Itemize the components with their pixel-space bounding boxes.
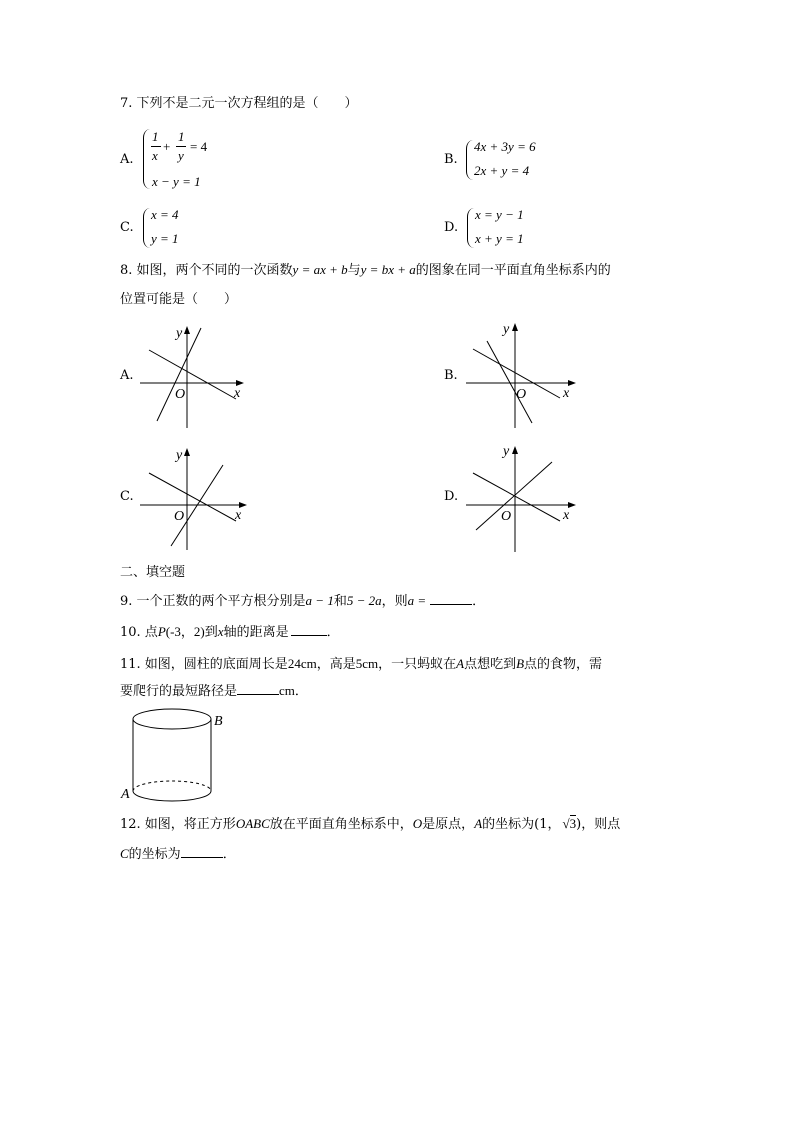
q7-a-eq2: x − y = 1 xyxy=(152,174,201,189)
q8-c-y-label: y xyxy=(176,448,183,463)
q8-option-d-label: D. xyxy=(444,489,459,504)
q10-line: 10. 点P(-3，2)到x轴的距离是 ． xyxy=(120,624,340,640)
q11-line1: 11. 如图，圆柱的底面周长是24cm，高是5cm，一只蚂蚁在A点想吃到B点的食物，需 xyxy=(120,656,603,672)
q12-line2: C的坐标为 ． xyxy=(120,846,236,862)
q8-option-a-label: A. xyxy=(120,368,134,383)
q7-option-d-label: D. xyxy=(444,220,459,235)
q7-a-frac2-den: y xyxy=(178,148,184,163)
q8-b-y-label: y xyxy=(503,322,510,337)
q8-stem-line1: 8. 如图，两个不同的一次函数y = ax + b与y = bx + a的图象在同一平面直角坐标系内的 xyxy=(120,262,611,278)
q8-c-origin-label: O xyxy=(174,509,185,524)
q7-d-eq2: x + y = 1 xyxy=(475,231,524,246)
q12-sqrt: √3 xyxy=(562,816,577,831)
q8-a-y-label: y xyxy=(176,326,183,341)
q8-d-x-label: x xyxy=(563,508,570,523)
q8-a-origin-label: O xyxy=(175,387,186,402)
q9-line: 9. 一个正数的两个平方根分别是a − 1和5 − 2a，则a = ． xyxy=(120,593,486,609)
q7-a-frac1-den: x xyxy=(152,148,158,163)
q7-a-frac2-num: 1 xyxy=(178,129,185,144)
q7-option-b-label: B. xyxy=(444,152,458,167)
q7-c-eq2: y = 1 xyxy=(151,231,179,246)
q7-stem: 7. 下列不是二元一次方程组的是（ ） xyxy=(120,96,358,111)
q8-c-x-label: x xyxy=(235,508,242,523)
q7-a-frac1-num: 1 xyxy=(152,129,159,144)
q7-option-a-label: A. xyxy=(120,152,134,167)
q8-b-origin-label: O xyxy=(516,387,527,402)
section-2-title: 二、填空题 xyxy=(120,565,186,580)
q11-point-b-label: B xyxy=(214,714,223,729)
q12-line1: 12. 如图，将正方形OABC放在平面直角坐标系中，O是原点，A的坐标为(1， √3)，则点 xyxy=(120,816,621,832)
q12-answer-blank[interactable] xyxy=(181,846,223,858)
q8-option-b-label: B. xyxy=(444,368,458,383)
q8-b-x-label: x xyxy=(563,386,570,401)
q7-a-plus: + xyxy=(163,139,171,154)
q8-stem-line2: 位置可能是（ ） xyxy=(120,292,238,307)
q11-point-a-label: A xyxy=(121,787,130,802)
q7-b-eq2: 2x + y = 4 xyxy=(474,163,530,178)
q7-b-eq1: 4x + 3y = 6 xyxy=(474,139,536,154)
q11-line2: 要爬行的最短路径是 cm． xyxy=(120,683,308,699)
q8-d-y-label: y xyxy=(503,444,510,459)
q8-option-c-label: C. xyxy=(120,489,134,504)
q7-c-eq1: x = 4 xyxy=(151,207,179,222)
q8-a-x-label: x xyxy=(234,386,241,401)
q8-d-origin-label: O xyxy=(501,509,512,524)
q7-a-rhs: = 4 xyxy=(190,139,208,154)
q7-option-c-label: C. xyxy=(120,220,134,235)
q7-d-eq1: x = y − 1 xyxy=(475,207,524,222)
